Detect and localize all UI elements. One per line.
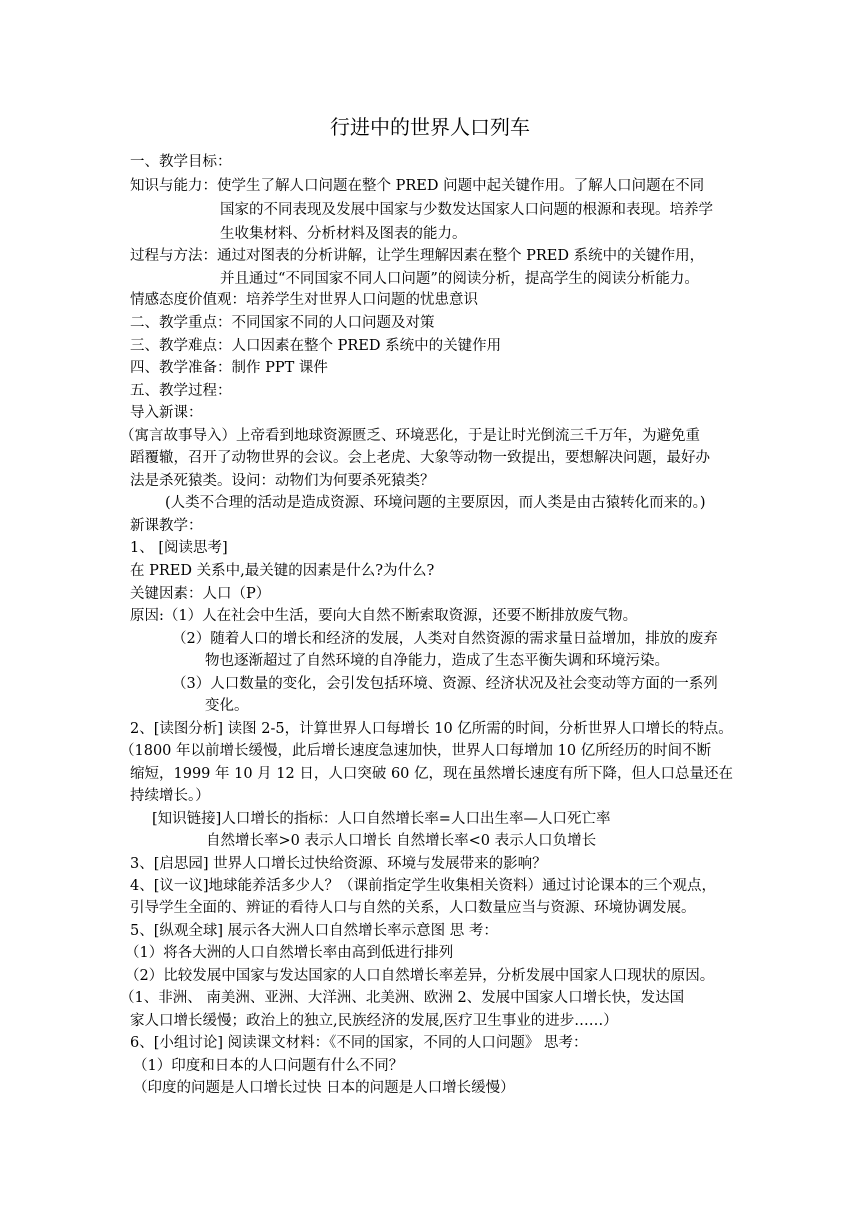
text-line-section-5-answer-2: 家人口增长缓慢；政治上的独立,民族经济的发展,医疗卫生事业的进步……） bbox=[130, 1013, 618, 1029]
text-line-section-2-answer-1: （1800 年以前增长缓慢，此后增长速度急速加快，世界人口每增加 10 亿所经历的时间不断 bbox=[120, 743, 712, 759]
text-line-section-5: 5、[纵观全球] 展示各大洲人口自然增长率示意图 思 考： bbox=[130, 923, 498, 939]
text-line-reason-3-cont: 变化。 bbox=[205, 698, 249, 714]
text-line-key-factor: 关键因素：人口（P） bbox=[130, 586, 271, 602]
text-line-fable-answer: (人类不合理的活动是造成资源、环境问题的主要原因，而人类是由古猿转化而来的。) bbox=[165, 495, 706, 511]
text-line-section-5-q2: （2）比较发展中国家与发达国家的人口自然增长率差异，分析发展中国家人口现状的原因。 bbox=[125, 968, 715, 984]
text-line-section-2: 2、[读图分析] 读图 2-5，计算世界人口每增长 10 亿所需的时间，分析世界人口增长的特点。 bbox=[130, 721, 733, 737]
text-line-pred-question: 在 PRED 关系中,最关键的因素是什么?为什么? bbox=[130, 563, 435, 579]
text-line-fable-2: 蹈覆辙，召开了动物世界的会议。会上老虎、大象等动物一致提出，要想解决问题，最好办 bbox=[130, 450, 710, 466]
text-line-process-method: 过程与方法：通过对图表的分析讲解，让学生理解因素在整个 PRED 系统中的关键作用， bbox=[130, 248, 705, 264]
text-line-section-4: 4、[议一议]地球能养活多少人？（课前指定学生收集相关资料）通过讨论课本的三个观点， bbox=[130, 878, 717, 894]
text-line-section-6-q1: （1）印度和日本的人口问题有什么不同？ bbox=[133, 1058, 404, 1074]
text-line-reason-3: （3）人口数量的变化，会引发包括环境、资源、经济状况及社会变动等方面的一系列 bbox=[172, 676, 718, 692]
text-line-growth-rate-meaning: 自然增长率>0 表示人口增长 自然增长率<0 表示人口负增长 bbox=[206, 833, 597, 849]
text-line-reason-1: 原因:（1）人在社会中生活，要向大自然不断索取资源，还要不断排放废气物。 bbox=[130, 608, 638, 624]
text-line-fable-3: 法是杀死猿类。设问：动物们为何要杀死猿类？ bbox=[130, 473, 435, 489]
text-line-section-3: 3、[启思园] 世界人口增长过快给资源、环境与发展带来的影响？ bbox=[130, 856, 547, 872]
text-line-section-2-answer-3: 持续增长。） bbox=[130, 788, 210, 804]
text-line-reason-2: （2）随着人口的增长和经济的发展，人类对自然资源的需求量日益增加，排放的废弃 bbox=[172, 631, 718, 647]
text-line-process-heading: 五、教学过程： bbox=[130, 383, 232, 399]
text-line-section-5-answer-1: （1、非洲、 南美洲、亚洲、大洋洲、北美洲、欧洲 2、发展中国家人口增长快，发达国 bbox=[120, 990, 685, 1006]
text-line-section-1: 1、 [阅读思考] bbox=[130, 540, 228, 556]
text-line-section-6-answer: （印度的问题是人口增长过快 日本的问题是人口增长缓慢） bbox=[133, 1080, 515, 1096]
text-line-difficulty: 三、教学难点：人口因素在整个 PRED 系统中的关键作用 bbox=[130, 338, 502, 354]
text-line-process-method-cont: 并且通过“不同国家不同人口问题”的阅读分析，提高学生的阅读分析能力。 bbox=[220, 271, 699, 287]
text-line-section-5-q1: （1）将各大洲的人口自然增长率由高到低进行排列 bbox=[125, 945, 454, 961]
text-line-values: 情感态度价值观：培养学生对世界人口问题的忧患意识 bbox=[130, 292, 478, 308]
text-line-knowledge-ability-cont-2: 生收集材料、分析材料及图表的能力。 bbox=[220, 226, 467, 242]
text-line-intro-heading: 导入新课： bbox=[130, 405, 203, 421]
text-line-knowledge-link: [知识链接]人口增长的指标：人口自然增长率=人口出生率—人口死亡率 bbox=[152, 811, 611, 827]
text-line-knowledge-ability-cont-1: 国家的不同表现及发展中国家与少数发达国家人口问题的根源和表现。培养学 bbox=[220, 202, 713, 218]
text-line-key-point: 二、教学重点：不同国家不同的人口问题及对策 bbox=[130, 315, 435, 331]
text-line-new-lesson-heading: 新课教学： bbox=[130, 518, 203, 534]
text-line-knowledge-ability: 知识与能力：使学生了解人口问题在整个 PRED 问题中起关键作用。了解人口问题在不同 bbox=[130, 178, 705, 194]
text-line-preparation: 四、教学准备：制作 PPT 课件 bbox=[130, 360, 328, 376]
text-line-fable-1: （寓言故事导入）上帝看到地球资源匮乏、环境恶化，于是让时光倒流三千万年，为避免重 bbox=[120, 428, 700, 444]
text-line-section-2-answer-2: 缩短，1999 年 10 月 12 日，人口突破 60 亿，现在虽然增长速度有所下降，但人口总量还在 bbox=[130, 766, 734, 782]
text-line-reason-2-cont: 物也逐渐超过了自然环境的自净能力，造成了生态平衡失调和环境污染。 bbox=[205, 653, 669, 669]
document-title: 行进中的世界人口列车 bbox=[330, 115, 530, 139]
text-line-section-6: 6、[小组讨论] 阅读课文材料：《不同的国家，不同的人口问题》 思考： bbox=[130, 1035, 588, 1051]
text-line-section-4-cont: 引导学生全面的、辨证的看待人口与自然的关系，人口数量应当与资源、环境协调发展。 bbox=[130, 900, 696, 916]
text-line-objectives-heading: 一、教学目标： bbox=[130, 154, 232, 170]
